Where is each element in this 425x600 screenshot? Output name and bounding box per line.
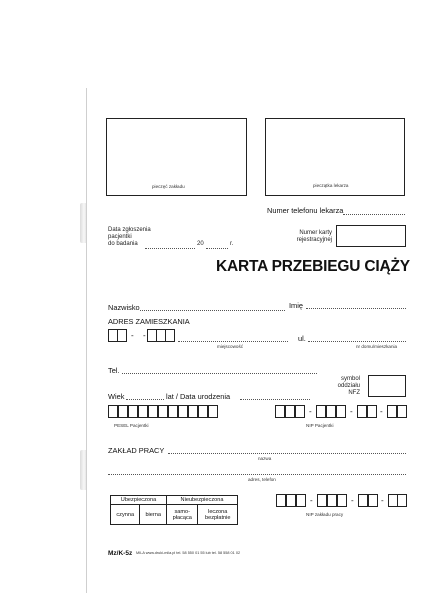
pesel-cell-5[interactable] [148, 405, 158, 418]
pesel-label: PESEL Pacjentki [114, 423, 149, 428]
nip-patient-dash-3: - [380, 407, 383, 416]
nip-work-cell-7[interactable] [358, 494, 368, 507]
age-field[interactable] [126, 399, 164, 400]
nip-patient-cell-5[interactable] [326, 405, 336, 418]
pesel-cell-1[interactable] [108, 405, 118, 418]
doctor-stamp-label: pieczątka lekarza [313, 183, 349, 188]
pesel-cell-10[interactable] [198, 405, 208, 418]
workplace-name-hint: nazwa [258, 456, 272, 461]
report-year-suffix: r. [230, 241, 234, 247]
nip-patient-dash-1: - [309, 407, 312, 416]
form-code: Mz/K-5z [108, 550, 133, 557]
nip-patient-cell-6[interactable] [336, 405, 346, 418]
birth-date-field[interactable] [240, 399, 310, 400]
uninsured-header: Nieubezpieczona [167, 496, 238, 505]
postcode-cell-2[interactable] [117, 329, 127, 342]
city-hint: miejscowość [217, 344, 244, 349]
nip-work-cell-5[interactable] [327, 494, 337, 507]
street-label: ul. [298, 334, 306, 343]
nip-work-dash-2: - [351, 496, 354, 505]
nip-work-cell-8[interactable] [368, 494, 378, 507]
nip-work-dash-1: - [310, 496, 313, 505]
postcode-dash-2: - [143, 331, 146, 340]
age-label: Wiek [108, 392, 125, 401]
postcode-dash: - [131, 331, 134, 340]
insurance-passive[interactable]: bierna [140, 505, 167, 525]
pesel-cell-7[interactable] [168, 405, 178, 418]
postcode-cell-5[interactable] [165, 329, 175, 342]
pesel-cell-11[interactable] [208, 405, 218, 418]
street-field[interactable] [308, 341, 406, 342]
nip-work-cell-4[interactable] [317, 494, 327, 507]
facility-stamp-label: pieczęć zakładu [152, 184, 185, 189]
report-date-field[interactable] [145, 248, 195, 249]
nip-patient-cell-1[interactable] [275, 405, 285, 418]
workplace-address-hint: adres, telefon [248, 477, 276, 482]
city-field[interactable] [178, 341, 288, 342]
pesel-cell-2[interactable] [118, 405, 128, 418]
nip-patient-label: NIP Pacjentki [306, 423, 334, 428]
workplace-name-field[interactable] [168, 453, 406, 454]
insurance-table [110, 495, 238, 525]
report-date-label: Data zgłoszenia pacjentki do badania [108, 227, 151, 247]
doctor-phone-label: Numer telefonu lekarza [267, 206, 344, 215]
report-year-prefix: 20 [197, 241, 204, 247]
surname-label: Nazwisko [108, 303, 140, 312]
nip-work-label: NIP zakładu pracy [306, 512, 344, 517]
nip-patient-cell-4[interactable] [316, 405, 326, 418]
pesel-cell-3[interactable] [128, 405, 138, 418]
name-field[interactable] [306, 308, 406, 309]
insurance-free[interactable]: leczona bezpłatnie [198, 505, 238, 525]
nip-patient-cell-2[interactable] [285, 405, 295, 418]
nip-work-cell-2[interactable] [286, 494, 296, 507]
card-number-box[interactable] [336, 225, 406, 247]
nfz-symbol-box[interactable] [368, 375, 406, 397]
publisher-info: MILA www.druki-mila.pl tel. 58 550 01 55 lub tel. 58 558 01 02 [136, 551, 241, 555]
workplace-label: ZAKŁAD PRACY [108, 446, 165, 455]
phone-field[interactable] [122, 373, 317, 374]
report-year-field[interactable] [206, 248, 228, 249]
pesel-cell-9[interactable] [188, 405, 198, 418]
nip-patient-dash-2: - [350, 407, 353, 416]
pesel-cell-6[interactable] [158, 405, 168, 418]
nip-work-cell-10[interactable] [397, 494, 407, 507]
pesel-cell-4[interactable] [138, 405, 148, 418]
nfz-symbol-label: symbol oddziału NFZ [337, 376, 360, 396]
phone-label: Tel. [108, 366, 120, 375]
insurance-active[interactable]: czynna [111, 505, 140, 525]
doctor-phone-field[interactable] [343, 214, 405, 215]
nip-work-cell-6[interactable] [337, 494, 347, 507]
name-label: Imię [289, 301, 303, 310]
address-label: ADRES ZAMIESZKANIA [108, 317, 190, 326]
nip-work-cell-3[interactable] [296, 494, 306, 507]
form-title: KARTA PRZEBIEGU CIĄŻY [216, 258, 410, 275]
insured-header: Ubezpieczona [111, 496, 167, 505]
nip-patient-cell-9[interactable] [387, 405, 397, 418]
nip-patient-cell-8[interactable] [367, 405, 377, 418]
house-number-hint: nr domu/mieszkania [356, 344, 398, 349]
pesel-cell-8[interactable] [178, 405, 188, 418]
nip-patient-cell-7[interactable] [357, 405, 367, 418]
nip-work-dash-3: - [381, 496, 384, 505]
birth-date-label: lat / Data urodzenia [166, 392, 231, 401]
nip-patient-cell-3[interactable] [295, 405, 305, 418]
card-number-label: Numer karty rejestracyjnej [296, 230, 332, 243]
nip-work-cell-1[interactable] [276, 494, 286, 507]
nip-patient-cell-10[interactable] [397, 405, 407, 418]
surname-field[interactable] [140, 310, 285, 311]
workplace-address-field[interactable] [108, 474, 406, 475]
insurance-self-paying[interactable]: samo- płacąca [167, 505, 198, 525]
